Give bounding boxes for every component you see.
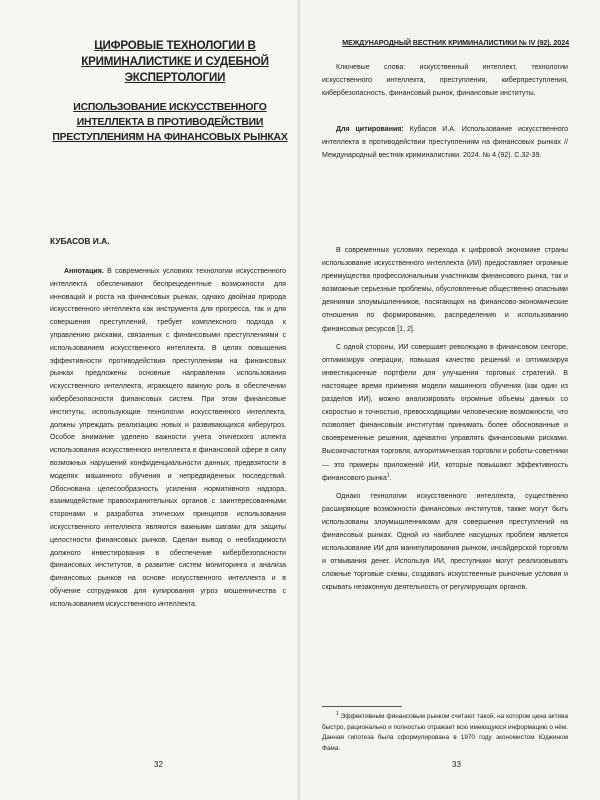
body-paragraph-3: Однако технологии искусственного интеллекта, существенно расширяющие возможности финансовых институтов, также могут быть использованы злоумышленниками для совершения преступлений на финансовых рынках. Одной из наиболее насущных проблем является использование ИИ для манипулирования рынком, инсайдерской торговли и отмывания денег. Используя ИИ, преступники могут реализовывать сложные торговые схемы, создавать искусственные рыночные условия и скрывать незаконную деятельность от регулирующих органов.: [322, 492, 568, 592]
article-body: [322, 244, 568, 599]
keywords: Ключевые слова: искусственный интеллект, технологии искусственного интеллекта, преступления, киберпреступления, кибербезопасность, финансовый рынок, финансовые институты.: [322, 64, 568, 97]
page-number-right: 33: [452, 760, 461, 769]
body-paragraph-1: В современных условиях перехода к цифровой экономике страны использование искусственного интеллекта (ИИ) предоставляет огромные преимущества профессиональным участникам финансового рынка, так и возможные серьезные проблемы, обусловленные общественно опасными деяниями злоумышленников, посягающих на финансово-экономические отношения по формированию, распределению и использованию финансовых ресурсов [1, 2].: [322, 247, 568, 333]
footnote-marker: 1: [336, 710, 339, 717]
body-paragraph-2-text: С одной стороны, ИИ совершает революцию в финансовом секторе, оптимизируя операции, повышая качество решений и оптимизируя инвестиционные портфели для улучшения торговых стратегий. В настоящее время применяя модели машинного обучения (как один из разделов ИИ), можно анализировать огромные объемы данных со скоростью и точностью, превосходящими человеческие возможности, что позволяет финансовым институтам принимать более обоснованные и своевременные решения, адекватно управлять финансовыми рисками. Высокочастотная торговля, алгоритмическая торговля и роботы-советники — это примеры приложений ИИ, которые повышают эффективность финансового рынка: [322, 343, 568, 482]
author-name: КУБАСОВ И.А.: [50, 236, 110, 246]
citation: [322, 124, 568, 162]
footnote-reference: 1: [386, 472, 390, 479]
annotation-text: В современных условиях технологии искусственного интеллекта обеспечивают беспрецедентные возможности для инноваций и роста на финансовых рынках, однако двойная природа искусственного интеллекта как инструмента для прогресса, так и для совершения преступлений, требует комплексного подхода к управлению рисками, связанных с финансовыми преступлениями с использованием искусственного интеллекта. В целях повышения эффективности противодействия преступлениям на финансовых рынках предложены основные направления использования искусственного интеллекта, играющего важную роль в обеспечении кибербезопасности финансовых систем. При этом финансовые институты, использующие технологии искусственного интеллекта, должны упреждать реализацию новых и развивающихся киберугроз. Особое внимание уделено важности учета этического аспекта использования искусственного интеллекта в финансовой сфере в силу возможных нарушений конфиденциальности данных, предвзятости в моделях машинного обучения и непредвиденных последствий. Обоснована целесообразность усиления нормативного надзора, взаимодействие правоохранительных органов с заинтересованными сторонами и разработка этических принципов использования искусственного интеллекта являются важными шагами для защиты целостности финансовых рынков. Сделан вывод о необходимости должного инвестирования в обеспечение кибербезопасности финансовых институтов, в развитие систем мониторинга и анализа финансовых рынков на основе искусственного интеллекта и в обучение сотрудников для купирования угроз мошенничества с использованием искусственного интеллекта.: [50, 268, 286, 608]
footnote-text: Эффективным финансовым рынком считают такой, на котором цена актива быстро, рационально и полностью отражает всю имеющуюся информацию о нём. Данная гипотеза была сформулирована в 1970 году экономистом Юджином Фама.: [322, 713, 569, 752]
citation-text: Кубасов И.А. Использование искусственного интеллекта в противодействии преступлениям на финансовых рынках // Международный вестник криминалистики. 2024. № 4 (92). С.32-39.: [322, 126, 568, 159]
footnote-divider: [322, 706, 402, 707]
page-number-left: 32: [154, 760, 163, 769]
body-paragraph-2: С одной стороны, ИИ совершает революцию в финансовом секторе, оптимизируя операции, повышая качество решений и оптимизируя инвестиционные портфели для улучшения торговых стратегий. В настоящее время применяя модели машинного обучения (как один из разделов ИИ), можно анализировать огромные объемы данных со скоростью и точностью, превосходящими человеческие возможности, что позволяет финансовым институтам принимать более обоснованные и своевременные решения, адекватно управлять финансовыми рисками. Высокочастотная торговля, алгоритмическая торговля и роботы-советники — это примеры приложений ИИ, которые повышают эффективность финансового рынка$^1$.: [322, 343, 568, 482]
section-title: ЦИФРОВЫЕ ТЕХНОЛОГИИ В КРИМИНАЛИСТИКЕ И СУДЕБНОЙ ЭКСПЕРТОЛОГИИ: [81, 39, 269, 84]
citation-lead: Для цитирования:: [336, 126, 404, 133]
annotation: [50, 266, 286, 612]
annotation-lead: Аннотация.: [64, 268, 104, 275]
journal-header: МЕЖДУНАРОДНЫЙ ВЕСТНИК КРИМИНАЛИСТИКИ № IV (92). 2024: [342, 38, 569, 47]
article-title: ИСПОЛЬЗОВАНИЕ ИСКУССТВЕННОГО ИНТЕЛЛЕКТА В ПРОТИВОДЕЙСТВИИ ПРЕСТУПЛЕНИЯМ НА ФИНАНСОВЫХ РЫНКАХ: [52, 102, 288, 143]
footnote: [322, 712, 568, 754]
